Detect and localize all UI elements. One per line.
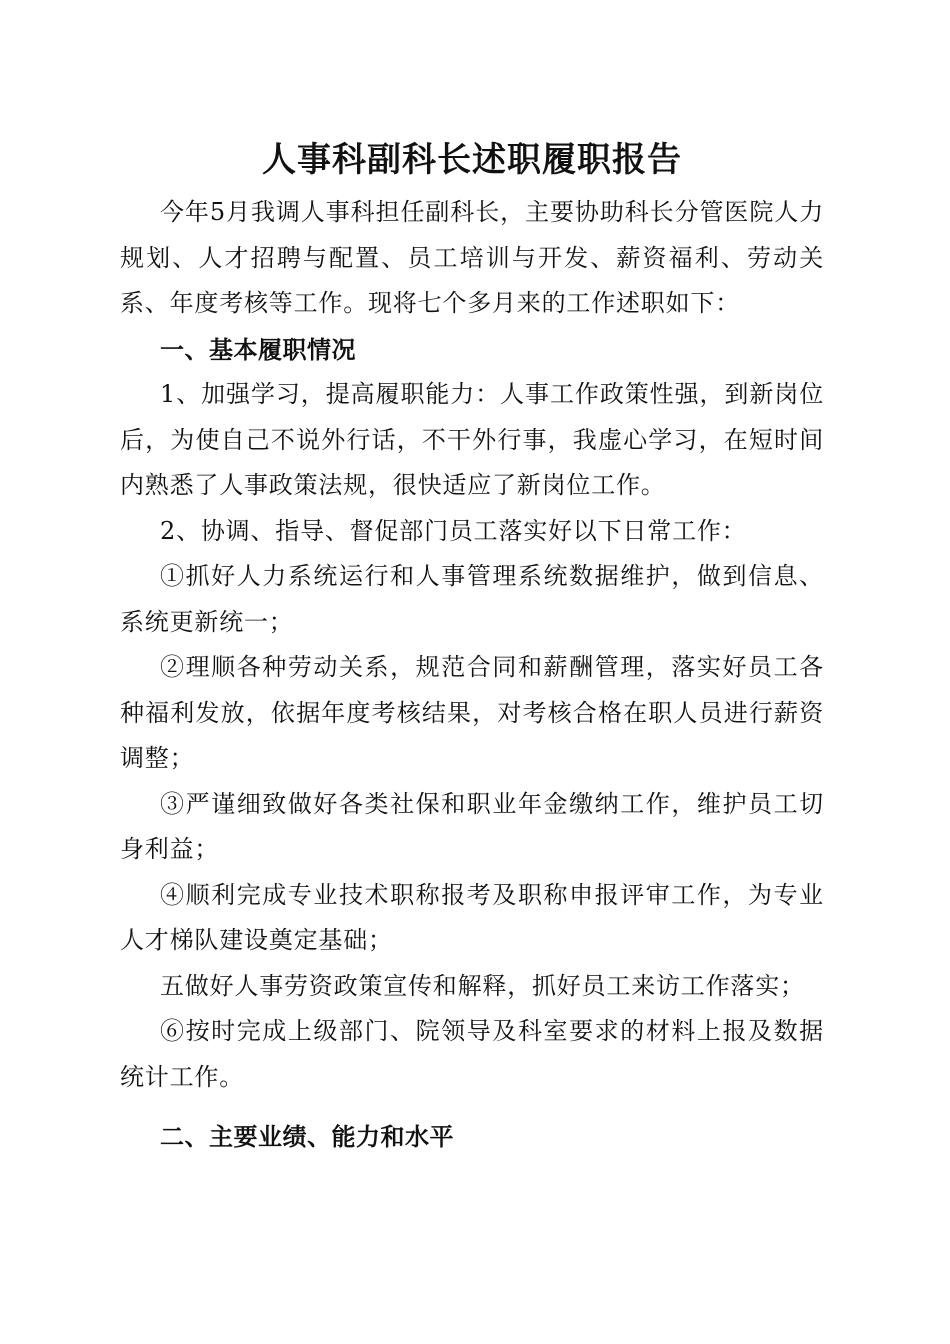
- sub-item-professional-titles: ④顺利完成专业技术职称报考及职称申报评审工作，为专业人才梯队建设奠定基础；: [120, 880, 824, 954]
- sub-item-policy-publicity: 五做好人事劳资政策宣传和解释，抓好员工来访工作落实；: [160, 971, 805, 1000]
- intro-paragraph: 今年5月我调人事科担任副科长，主要协助科长分管医院人力规划、人才招聘与配置、员工培训与开发、薪资福利、劳动关系、年度考核等工作。现将七个多月来的工作述职如下：: [120, 198, 824, 317]
- sub-item-reporting: ⑥按时完成上级部门、院领导及科室要求的材料上报及数据统计工作。: [120, 1017, 824, 1091]
- sub-item-social-insurance: ③严谨细致做好各类社保和职业年金缴纳工作，维护员工切身利益；: [120, 789, 824, 863]
- item-coordination: 2、协调、指导、督促部门员工落实好以下日常工作：: [160, 516, 747, 545]
- document-title: 人事科副科长述职履职报告: [262, 140, 682, 180]
- sub-item-labor-relations: ②理顺各种劳动关系，规范合同和薪酬管理，落实好员工各种福利发放，依据年度考核结果，对考核合格在职人员进行薪资调整；: [120, 653, 824, 772]
- item-learning: 1、加强学习，提高履职能力：人事工作政策性强，到新岗位后，为使自己不说外行话，不干外行事，我虚心学习，在短时间内熟悉了人事政策法规，很快适应了新岗位工作。: [120, 380, 824, 499]
- sub-item-hr-system: ①抓好人力系统运行和人事管理系统数据维护，做到信息、系统更新统一；: [120, 562, 824, 636]
- section-heading-basic-duties: 一、基本履职情况: [160, 334, 356, 364]
- document-page: [120, 138, 824, 1160]
- section-heading-achievements: 二、主要业绩、能力和水平: [160, 1122, 454, 1151]
